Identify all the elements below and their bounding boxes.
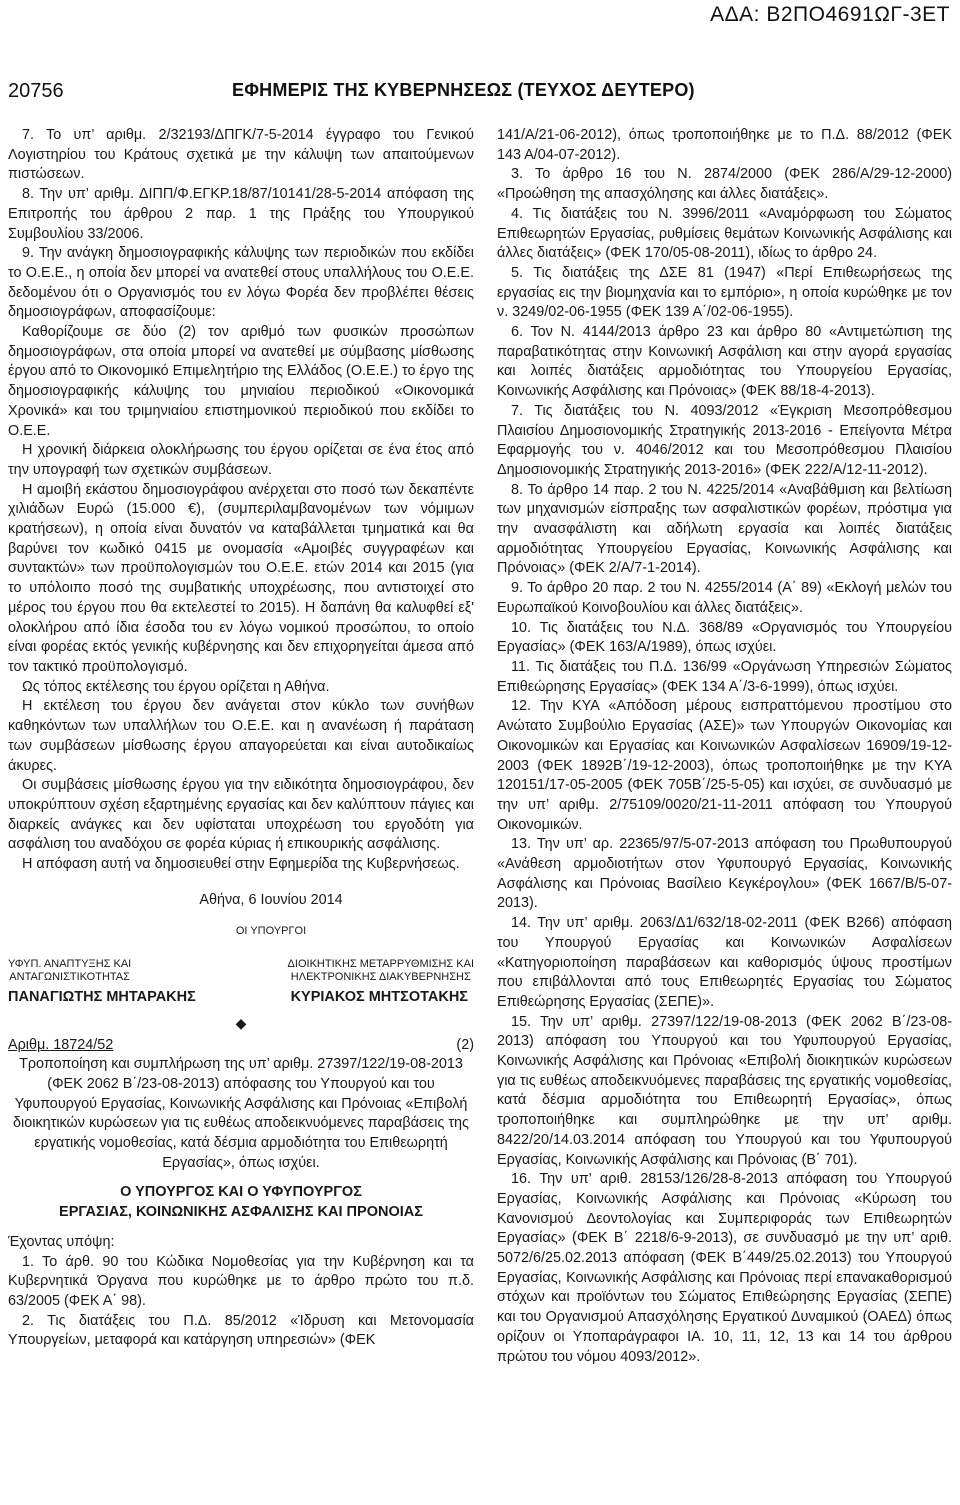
- paragraph: 3. Το άρθρο 16 του Ν. 2874/2000 (ΦΕΚ 286/Α/29-12-2000) «Προώθηση της απασχόλησης και άλλες διατάξεις».: [497, 166, 952, 203]
- ministers-heading: Ο ΥΠΟΥΡΓΟΣ ΚΑΙ Ο ΥΦΥΠΟΥΡΓΟΣ: [120, 1184, 362, 1201]
- paragraph: 6. Τον Ν. 4144/2013 άρθρο 23 και άρθρο 80 «Αντιμετώπιση της παραβατικότητας στην Κοινωνική Ασφάλιση και στην αγορά εργασίας και λοιπές διατάξεις αρμοδιότητας του Υπουργείου Εργασίας, Κοινωνικής Ασφάλισης και Πρόνοιας» (ΦΕΚ 88/18-4-2013).: [497, 324, 952, 400]
- title-line: ΗΛΕΚΤΡΟΝΙΚΗΣ ΔΙΑΚΥΒΕΡΝΗΣΗΣ: [290, 971, 471, 984]
- paragraph: 16. Την υπ’ αριθ. 28153/126/28-8-2013 απόφαση του Υπουργού Εργασίας, Κοινωνικής Ασφάλισης και Πρόνοιας «Κύρωση του Κανονισμού Δεοντολογίας και Συμπεριφοράς των Επιθεωρητών Εργασίας» (ΦΕΚ Β΄ 2218/6-9-2013), σε συνδυασμό με την υπ’ αριθ. 5072/6/25.02.2013 απόφαση (ΦΕΚ Β΄449/25.02.2013) του Υπουργού Εργασίας, Κοινωνικής Ασφάλισης και Πρόνοιας περί επανακαθορισμού στόχων και προϊόντων του Σώματος Επιθεώρησης Εργασίας (ΣΕΠΕ) και του Οργανισμού Απασχόλησης Εργατικού Δυναμικού (ΟΑΕΔ) όπως ορίζουν οι Υποπαράγραφοι ΙΑ. 10, 11, 12, 13 και 14 του άρθρου πρώτου του νόμου 4093/2012».: [497, 1171, 952, 1365]
- signatory-left-name: ΠΑΝΑΓΙΩΤΗΣ ΜΗΤΑΡΑΚΗΣ: [8, 989, 196, 1006]
- paragraph: Η αμοιβή εκάστου δημοσιογράφου ανέρχεται στο ποσό των δεκαπέντε χιλιάδων Ευρώ (15.000 €), (συμπεριλαμβανομένων των νόμιμων κρατήσεων), η οποία είναι δυνατόν να καταβάλλεται τμηματικά και θα βαρύνει τον κωδικό 0415 με ονομασία «Αμοιβές συγγραφέων και συντακτών» των προϋπολογισμών του Ο.Ε.Ε. ετών 2014 και 2015 (για το υπόλοιπο ποσό της συμβατικής υποχρέωσης, που αντιστοιχεί στο μέρος του έργου που θα εκτελεστεί το 2015). Η δαπάνη θα καλυφθεί εξ' ολοκλήρου από ίδια έσοδα του εν λόγω νομικού προσώπου, το οποίο είναι φορέας εκτός γενικής κυβέρνησης και δεν επιχορηγείται άμεσα από τον τακτικό προϋπολογισμό.: [8, 481, 474, 675]
- decision-number-row: [8, 1036, 474, 1056]
- title-line: ΑΝΤΑΓΩΝΙΣΤΙΚΟΤΗΤΑΣ: [9, 971, 130, 984]
- page-number: 20756: [8, 80, 64, 102]
- paragraph: 8. Την υπ’ αριθμ. ΔΙΠΠ/Φ.ΕΓΚΡ.18/87/10141/28-5-2014 απόφαση της Επιτροπής του άρθρου 2 παρ. 1 της Πράξης του Υπουργικού Συμβουλίου 33/2006.: [8, 186, 474, 242]
- paragraph: 9. Το άρθρο 20 παρ. 2 του Ν. 4255/2014 (Α΄ 89) «Εκλογή μελών του Ευρωπαϊκού Κοινοβουλίου και άλλες διατάξεις».: [497, 580, 952, 616]
- gazette-title: ΕΦΗΜΕΡΙΣ ΤΗΣ ΚΥΒΕΡΝΗΣΕΩΣ (ΤΕΥΧΟΣ ΔΕΥΤΕΡΟ): [232, 80, 695, 100]
- paragraph: 13. Την υπ’ αρ. 22365/97/5-07-2013 απόφαση του Πρωθυπουργού «Ανάθεση αρμοδιοτήτων στον Υφυπουργό Εργασίας, Κοινωνικής Ασφάλισης και Πρόνοιας Βασίλειο Κεγκέρογλου» (ΦΕΚ 1667/Β/5-07-2013).: [497, 836, 952, 912]
- paragraph: Οι συμβάσεις μίσθωσης έργου για την ειδικότητα δημοσιογράφου, δεν υποκρύπτουν σχέση εξαρτημένης εργασίας και δεν καλύπτουν πάγιες και διαρκείς ανάγκες και δεν υφίσταται υποχρέωση του εργοδότη για ασφάλιση του αναδόχου σε φορέα κύριας ή επικουρικής ασφάλισης.: [8, 777, 474, 853]
- paragraph: 15. Την υπ’ αριθμ. 27397/122/19-08-2013 (ΦΕΚ 2062 Β΄/23-08-2013) απόφαση του Υπουργού και του Υφυπουργού Εργασίας, Κοινωνικής Ασφάλισης και Πρόνοιας «Επιβολή διοικητικών κυρώσεων για τις ευθέως αποδεικνυόμενες παραβάσεις της εργατικής νομοθεσίας, κατά δέσμια αρμοδιότητα του Επιθεωρητή Εργασίας», όπως τροποποιήθηκε και συμπληρώθηκε με την υπ’ αριθμ. 8422/20/14.03.2014 απόφαση του Υπουργού και του Υφυπουργού Εργασίας, Κοινωνικής Ασφάλισης και Πρόνοιας (Β΄ 701).: [497, 1013, 952, 1168]
- ministers-heading: ΕΡΓΑΣΙΑΣ, ΚΟΙΝΩΝΙΚΗΣ ΑΣΦΑΛΙΣΗΣ ΚΑΙ ΠΡΟΝΟΙΑΣ: [59, 1204, 423, 1221]
- paragraph: 11. Τις διατάξεις του Π.Δ. 136/99 «Οργάνωση Υπηρεσιών Σώματος Επιθεώρησης Εργασίας» (ΦΕΚ 134 Α΄/3-6-1999), όπως ισχύει.: [497, 658, 952, 695]
- signatory-right-title: [288, 958, 474, 984]
- paragraph: Η εκτέλεση του έργου δεν ανάγεται στον κύκλο των συνήθων καθηκόντων των υπαλλήλων του Ο.Ε.Ε. και η ανανέωση ή παράταση των συμβάσεων μίσθωσης έργου απαγορεύεται και είναι αυτοδικαίως άκυρες.: [8, 698, 474, 774]
- paragraph: 8. Το άρθρο 14 παρ. 2 του Ν. 4225/2014 «Αναβάθμιση και βελτίωση των μηχανισμών είσπραξης των ασφαλιστικών φορέων, πρόστιμα για την ανασφάλιστη και αδήλωτη εργασία και λοιπές διατάξεις αρμοδιότητας Υπουργείου Εργασίας, Κοινωνικής Ασφάλισης και Πρόνοιας» (ΦΕΚ 2/Α/7-1-2014).: [497, 481, 952, 577]
- paragraph: 7. Τις διατάξεις του Ν. 4093/2012 «Έγκριση Μεσοπρόθεσμου Πλαισίου Δημοσιονομικής Στρατηγικής 2013-2016 - Επείγοντα Μέτρα Εφαρμογής του ν. 4046/2012 και του Μεσοπρόθεσμου Πλαισίου Δημοσιονομικής Στρατηγικής 2013-2016» (ΦΕΚ 222/Α/12-11-2012).: [497, 402, 952, 478]
- signing-ministers-label: ΟΙ ΥΠΟΥΡΓΟΙ: [235, 925, 307, 938]
- signatory-left-title: [8, 958, 131, 984]
- paragraph: Η απόφαση αυτή να δημοσιευθεί στην Εφημερίδα της Κυβερνήσεως.: [22, 856, 460, 873]
- ada-code: ΑΔΑ: Β2ΠΟ4691ΩΓ-3ΕΤ: [710, 3, 950, 26]
- right-column: [497, 126, 952, 1367]
- decision-index: (2): [456, 1036, 474, 1053]
- signatories-titles: [8, 958, 474, 984]
- paragraph: 141/Α/21-06-2012), όπως τροποποιήθηκε με το Π.Δ. 88/2012 (ΦΕΚ 143 Α/04-07-2012).: [497, 127, 952, 163]
- paragraph: Η χρονική διάρκεια ολοκλήρωσης του έργου ορίζεται σε ένα έτος από την υπογραφή των σχετικών συμβάσεων.: [8, 442, 474, 478]
- paragraph: 1. Το άρθ. 90 του Κώδικα Νομοθεσίας για την Κυβέρνηση και τα Κυβερνητικά Όργανα που κυρώθηκε με το άρθρο πρώτο του π.δ. 63/2005 (ΦΕΚ Α΄ 98).: [8, 1253, 474, 1309]
- signatory-right-name: ΚΥΡΙΑΚΟΣ ΜΗΤΣΟΤΑΚΗΣ: [290, 989, 468, 1006]
- paragraph: 9. Την ανάγκη δημοσιογραφικής κάλυψης των περιοδικών που εκδίδει το Ο.Ε.Ε., η οποία δεν μπορεί να ανατεθεί στους υπαλλήλους του Ο.Ε.Ε. δεδομένου ότι ο Οργανισμός του εν λόγω Φορέα δεν προβλέπει θέσεις δημοσιογράφων, αποφασίζουμε:: [8, 245, 474, 321]
- paragraph: 12. Την ΚΥΑ «Απόδοση μέρους εισπραττόμενου προστίμου στο Ανώτατο Συμβούλιο Εργασίας (ΑΣΕ)» των Υπουργών Οικονομίας και Οικονομικών και Εργασίας και Κοινωνικών Ασφαλίσεων 16909/19-12-2003 (ΦΕΚ 1892Β΄/19-12-2003), όπως τροποποιήθηκε με την ΚΥΑ 120151/17-05-2005 (ΦΕΚ 705Β΄/25-5-05) και ισχύει, σε συνδυασμό με την υπ’ αριθμ. 2/75109/0020/21-11-2011 απόφαση του Υπουργού Οικονομικών.: [497, 698, 952, 833]
- paragraph: 7. Το υπ’ αριθμ. 2/32193/ΔΠΓΚ/7-5-2014 έγγραφο του Γενικού Λογιστηρίου του Κράτους σχετικά με την κάλυψη των απαιτούμενων πιστώσεων.: [8, 127, 474, 183]
- decision-number: Αριθμ. 18724/52: [8, 1036, 114, 1053]
- paragraph: 14. Την υπ’ αριθμ. 2063/Δ1/632/18-02-2011 (ΦΕΚ Β266) απόφαση του Υπουργού Εργασίας και Κοινωνικών Ασφαλίσεων «Κατηγοριοποίηση παραβάσεων και καθορισμός ύψους προστίμων που επιβάλλονται από τους Επιθεωρητές Εργασίας του Σώματος Επιθεώρησης Εργασίας (ΣΕΠΕ)».: [497, 915, 952, 1010]
- paragraph: 10. Τις διατάξεις του Ν.Δ. 368/89 «Οργανισμός του Υπουργείου Εργασίας» (ΦΕΚ 163/Α/1989), όπως ισχύει.: [497, 619, 952, 656]
- title-line: ΥΦΥΠ. ΑΝΑΠΤΥΞΗΣ ΚΑΙ: [8, 958, 132, 971]
- having-regard-label: Έχοντας υπόψη:: [8, 1233, 115, 1250]
- decision-title: Τροποποίηση και συμπλήρωση της υπ’ αριθμ. 27397/122/19-08-2013 (ΦΕΚ 2062 Β΄/23-08-2013) απόφασης του Υπουργού και του Υφυπουργού Εργασίας, Κοινωνικής Ασφάλισης και Πρόνοιας «Επιβολή διοικητικών κυρώσεων για τις ευθέως αποδεικνυόμενες παραβάσεις της εργατικής νομοθεσίας, κατά δέσμια αρμοδιότητα του Επιθεωρητή Εργασίας», όπως ισχύει.: [13, 1056, 469, 1171]
- paragraph: 2. Τις διατάξεις του Π.Δ. 85/2012 «Ίδρυση και Μετονομασία Υπουργείων, μεταφορά και κατάργηση υπηρεσιών» (ΦΕΚ: [8, 1312, 474, 1349]
- left-column: [8, 126, 474, 1351]
- paragraph: Καθορίζουμε σε δύο (2) τον αριθμό των φυσικών προσώπων δημοσιογράφων, στα οποία μπορεί να ανατεθεί με σύμβασης μίσθωσης έργου από το Οικονομικό Επιμελητήριο της Ελλάδος (Ο.Ε.Ε.) το έργο της δημοσιογραφικής κάλυψης του μηνιαίου περιοδικού «Οικονομικά Χρονικά» και του τριμηνιαίου επιστημονικού περιοδικού που εκδίδει το Ο.Ε.Ε.: [8, 324, 474, 439]
- paragraph: 4. Τις διατάξεις του Ν. 3996/2011 «Αναμόρφωση του Σώματος Επιθεωρητών Εργασίας, ρυθμίσεις θεμάτων Κοινωνικής Ασφάλισης και άλλες διατάξεις» (ΦΕΚ 170/05-08-2011), ιδίως το άρθρο 24.: [497, 205, 952, 262]
- separator-diamond: ◆: [235, 1014, 247, 1031]
- paragraph: Ως τόπος εκτέλεσης του έργου ορίζεται η Αθήνα.: [22, 678, 330, 695]
- title-line: ΔΙΟΙΚΗΤΙΚΗΣ ΜΕΤΑΡΡΥΘΜΙΣΗΣ ΚΑΙ: [287, 958, 474, 971]
- paragraph: 5. Τις διατάξεις της ΔΣΕ 81 (1947) «Περί Επιθεωρήσεως της εργασίας εις την βιομηχανία και το εμπόριο», η οποία κυρώθηκε με τον ν. 3249/02-06-1955 (ΦΕΚ 139 Α΄/02-06-1955).: [497, 264, 952, 321]
- signatories-names: [8, 988, 474, 1008]
- signing-date: Αθήνα, 6 Ιουνίου 2014: [199, 891, 343, 908]
